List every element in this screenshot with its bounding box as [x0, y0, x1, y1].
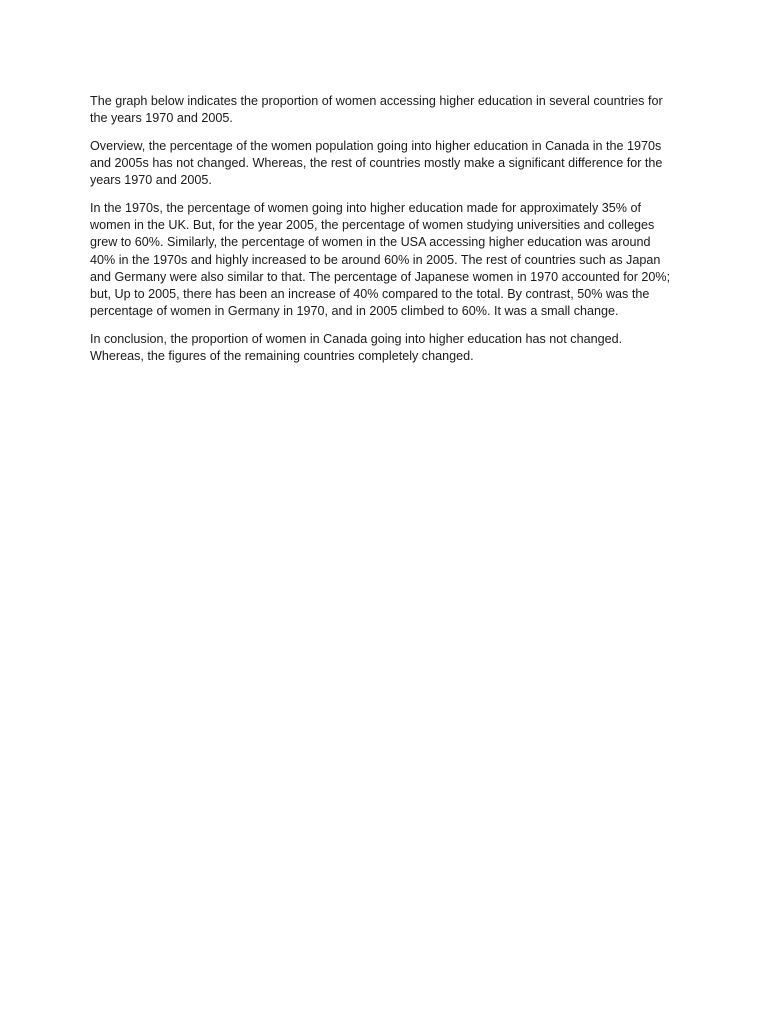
- text-line: In conclusion, the proportion of women in Canada going into higher education has not changed.: [90, 331, 623, 346]
- text-line: The graph below indicates the proportion of women accessing higher education in several countries for: [90, 94, 663, 108]
- paragraph-intro: [90, 93, 680, 127]
- paragraph-overview: [90, 138, 680, 190]
- paragraph-conclusion: [90, 331, 680, 365]
- text-line: the years 1970 and 2005.: [90, 111, 233, 126]
- text-line: but, Up to 2005, there has been an increase of 40% compared to the total. By contrast, 50% was the: [90, 287, 650, 302]
- paragraph-details: [90, 200, 680, 320]
- text-line: percentage of women in Germany in 1970, and in 2005 climbed to 60%. It was a small change.: [90, 304, 619, 319]
- text-line: grew to 60%. Similarly, the percentage of women in the USA accessing higher education was around: [90, 235, 651, 250]
- text-line: Overview, the percentage of the women population going into higher education in Canada in the 1970s: [90, 138, 662, 153]
- text-line: years 1970 and 2005.: [90, 173, 212, 188]
- text-line: In the 1970s, the percentage of women going into higher education made for approximately 35% of: [90, 201, 641, 216]
- text-line: women in the UK. But, for the year 2005, the percentage of women studying universities and colleges: [90, 218, 655, 233]
- text-line: 40% in the 1970s and highly increased to be around 60% in 2005. The rest of countries such as Japan: [90, 252, 661, 267]
- document-body: [90, 93, 680, 376]
- text-line: and Germany were also similar to that. The percentage of Japanese women in 1970 accounted for 20%;: [90, 269, 671, 284]
- text-line: and 2005s has not changed. Whereas, the rest of countries mostly make a significant difference for the: [90, 156, 663, 171]
- text-line: Whereas, the figures of the remaining countries completely changed.: [90, 349, 474, 364]
